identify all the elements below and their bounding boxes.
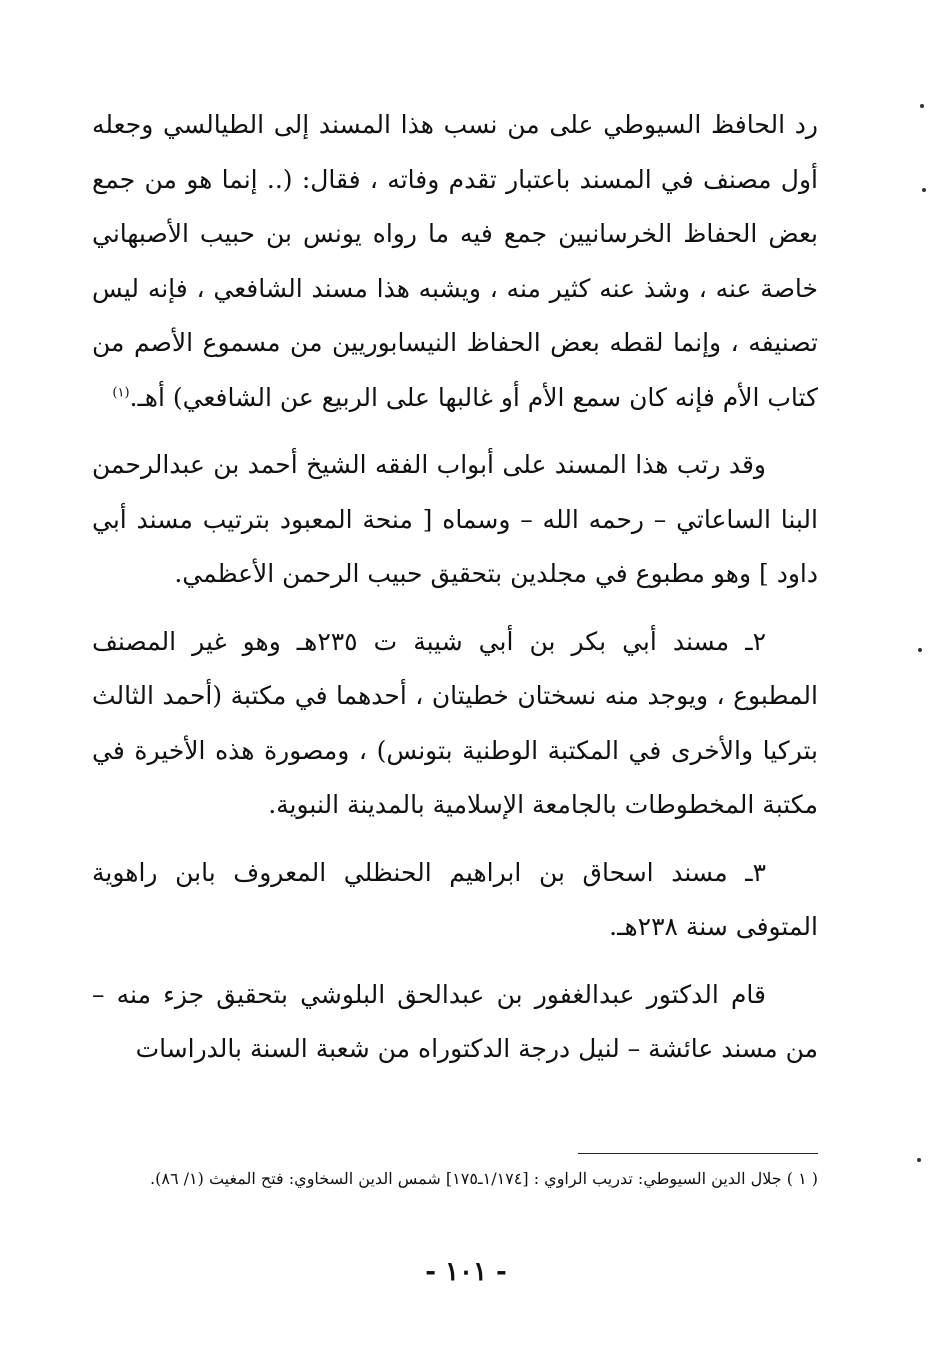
footnote-separator: [578, 1153, 818, 1154]
paragraph-text: وقد رتب هذا المسند على أبواب الفقه الشيخ أحمد بن عبدالرحمن البنا الساعاتي – رحمه الله – وسماه [ منحة المعبود بترتيب مسند أبي داود ] وهو مطبوع في مجلدين بتحقيق حبيب الرحمن الأعظمي.: [92, 450, 818, 588]
paragraph-arrangement: [92, 438, 818, 602]
page-number: - ١٠١ -: [425, 1257, 507, 1287]
paragraph-text: رد الحافظ السيوطي على من نسب هذا المسند إلى الطيالسي وجعله أول مصنف في المسند باعتبار تقدم وفاته ، فقال: (.. إنما هو من جمع بعض الحفاظ الخرسانيين جمع فيه ما رواه يونس بن حبيب الأصبهاني خاصة عنه ، وشذ عنه كثير منه ، ويشبه هذا مسند الشافعي ، فإنه ليس تصنيفه ، وإنما لقطه بعض الحفاظ النيسابوريين من مسموع الأصم من كتاب الأم فإنه كان سمع الأم أو غالبها على الربيع عن الشافعي) أهـ.: [92, 110, 818, 412]
paragraph-musnad-ishaq: [92, 846, 818, 955]
page-body: [92, 98, 818, 1077]
paragraph-text: ٣ـ مسند اسحاق بن ابراهيم الحنظلي المعروف بابن راهوية المتوفى سنة ٢٣٨هـ.: [92, 857, 818, 941]
scan-speck: [918, 648, 922, 652]
paragraph-tahqiq: [92, 968, 818, 1077]
scan-speck: [920, 104, 924, 108]
paragraph-suyuti-response: [92, 98, 818, 425]
footnote-marker: (١): [112, 385, 130, 401]
scan-speck: [922, 188, 926, 192]
footnote-text: ( ١ ) جلال الدين السيوطي: تدريب الراوي : [١/١٧٤ـ١٧٥] شمس الدين السخاوي: فتح المغيث (١/ ٨٦).: [150, 1169, 818, 1188]
paragraph-musnad-ibn-abi-shaybah: [92, 615, 818, 833]
scan-speck: [917, 1158, 921, 1162]
paragraph-text: قام الدكتور عبدالغفور بن عبدالحق البلوشي بتحقيق جزء منه – من مسند عائشة – لنيل درجة الدكتوراه من شعبة السنة بالدراسات: [92, 979, 818, 1063]
paragraph-text: ٢ـ مسند أبي بكر بن أبي شيبة ت ٢٣٥هـ وهو غير المصنف المطبوع ، ويوجد منه نسختان خطيتان ، أحدهما في مكتبة (أحمد الثالث بتركيا والأخرى في المكتبة الوطنية بتونس) ، ومصورة هذه الأخيرة في مكتبة المخطوطات بالجامعة الإسلامية بالمدينة النبوية.: [92, 626, 818, 819]
footnote: [96, 1163, 818, 1194]
